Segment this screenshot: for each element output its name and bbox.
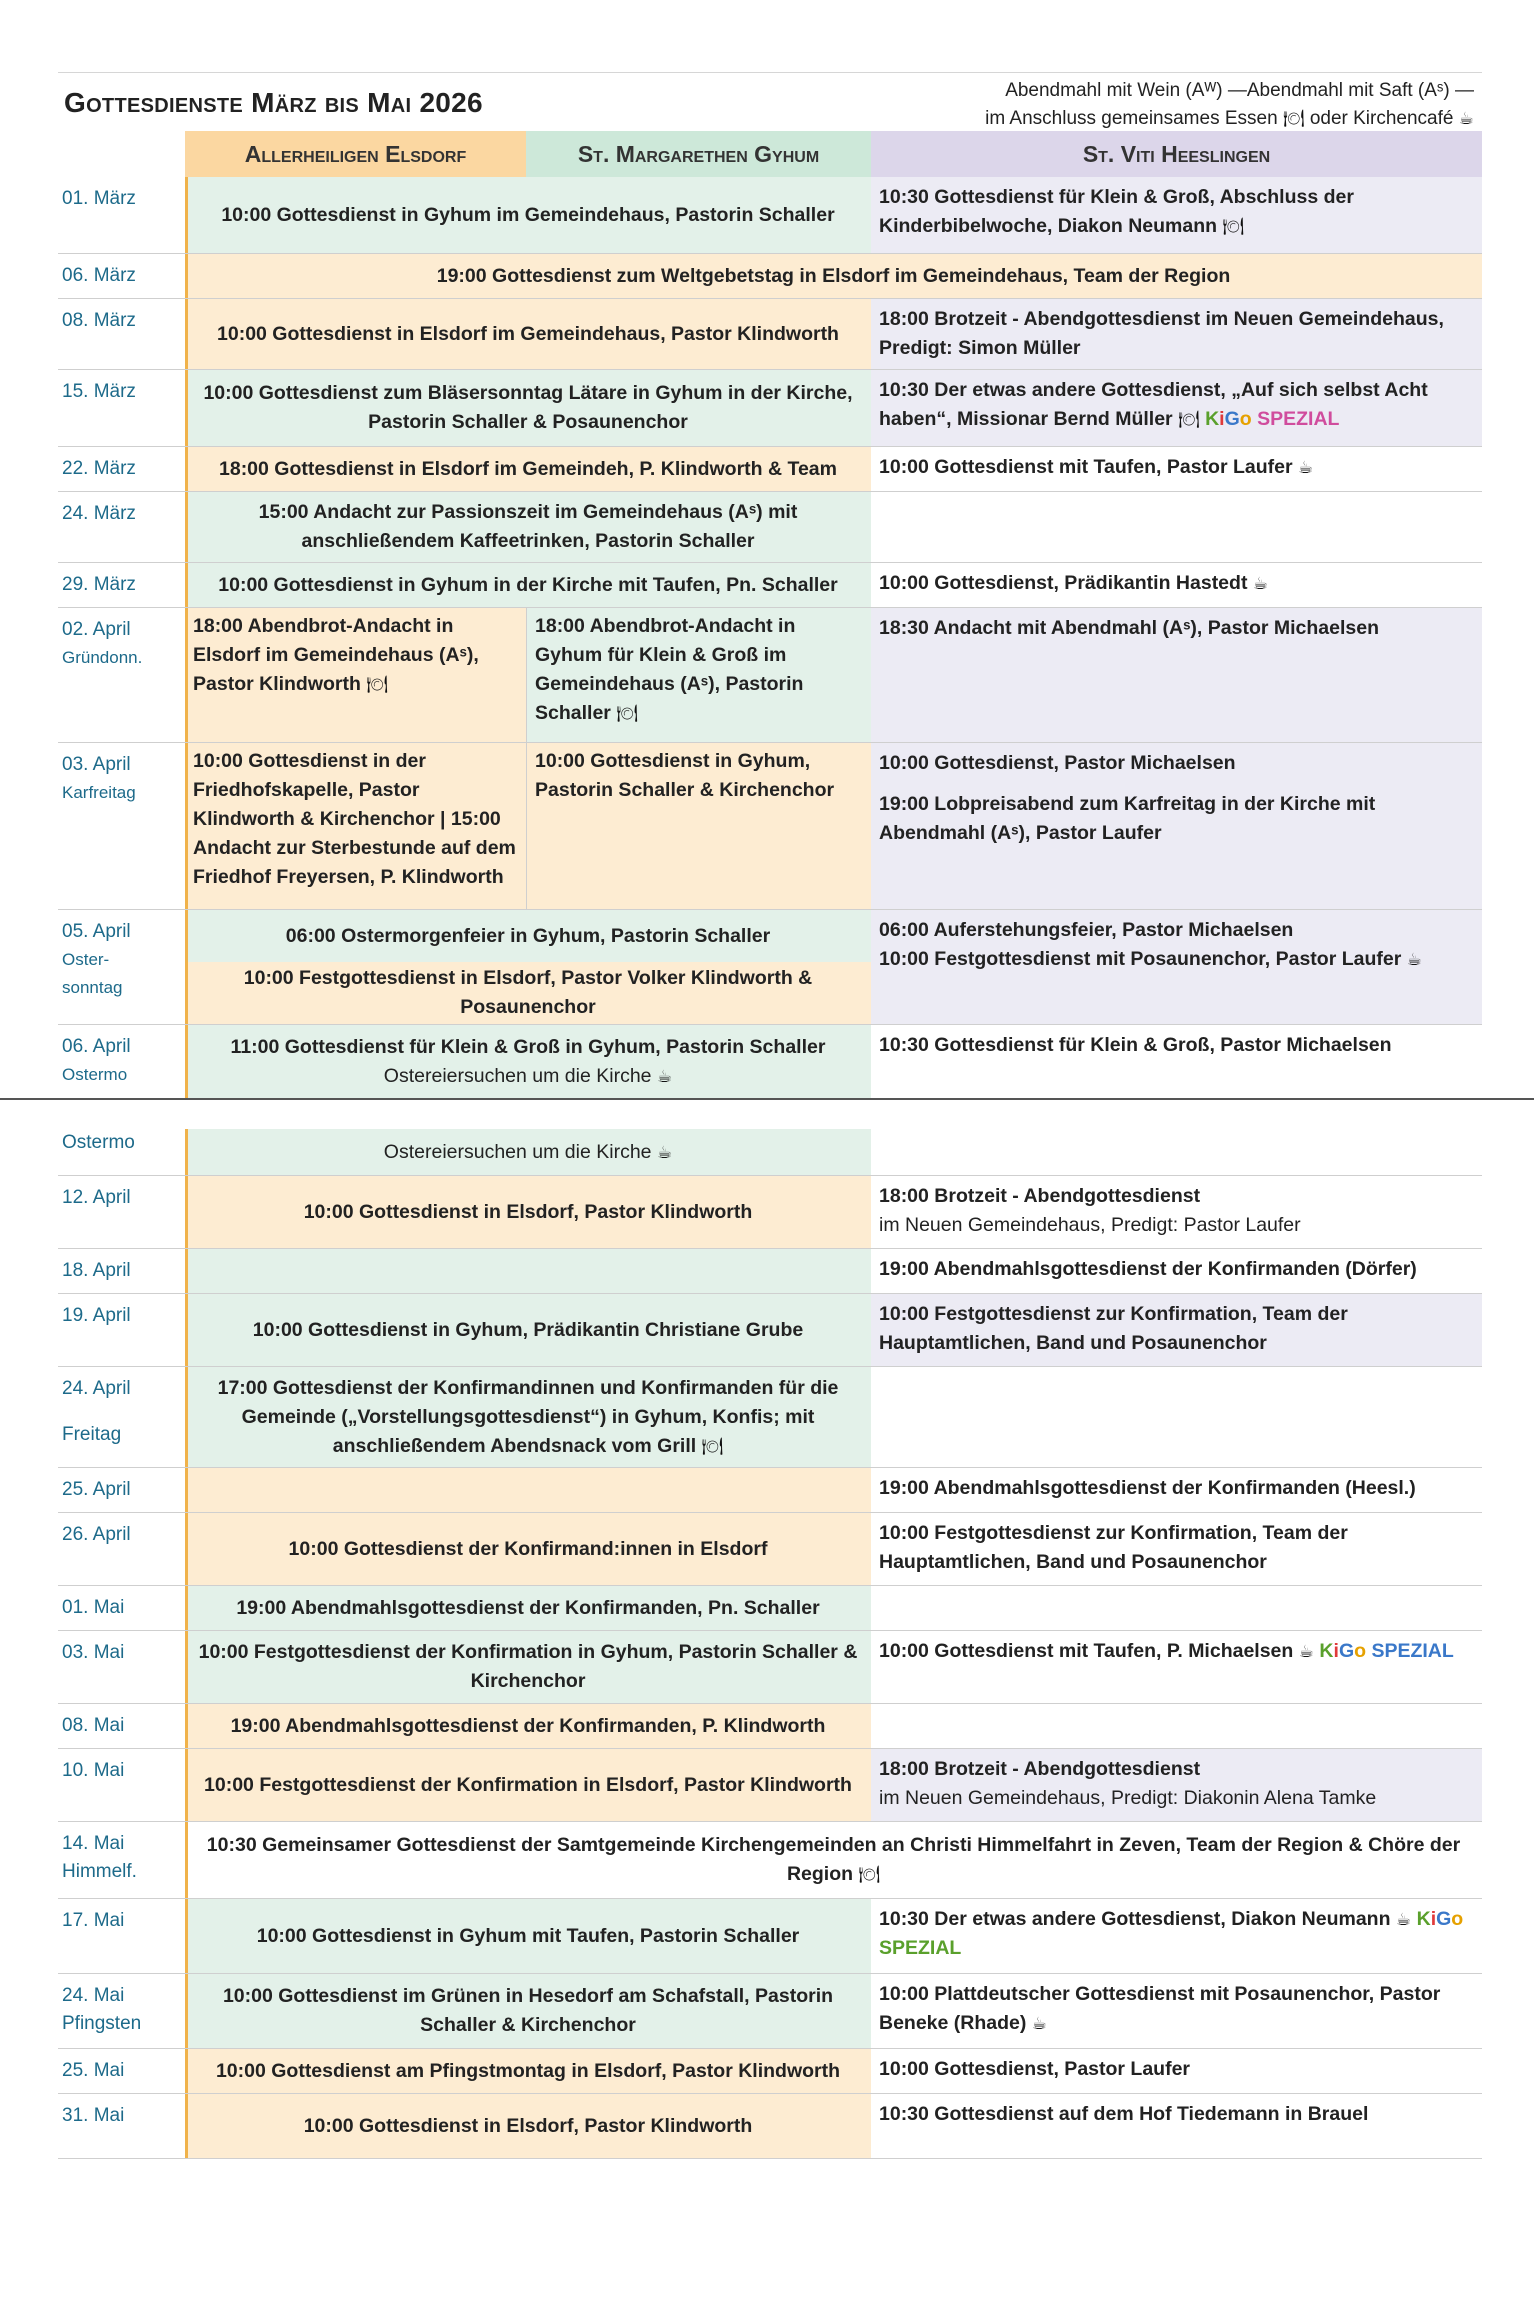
plate-cutlery-icon: 🍽 [1178, 410, 1200, 429]
table-row: 03. April Karfreitag 10:00 Gottesdienst in der Friedhofskapelle, Pastor Klindworth & Kirchenchor | 15:00 Andacht zur Sterbestunde auf dem Friedhof Freyersen, P. Klindworth 10:00 Gottesdienst in Gyhum, Pastorin Schaller & Kirchenchor 10:00 Gottesdienst, Pastor Michaelsen 19:00 Lobpreisabend zum Karfreitag in der Kirche mit Abendmahl (Aˢ), Pastor Laufer [58, 743, 1482, 910]
cell-elsdorf-gyhum: 10:00 Gottesdienst am Pfingstmontag in Elsdorf, Pastor Klindworth [185, 2049, 871, 2093]
coffee-cup-icon: ☕ [1298, 458, 1314, 477]
cell-full: 19:00 Gottesdienst zum Weltgebetstag in Elsdorf im Gemeindehaus, Team der Region [185, 254, 1482, 298]
column-headers [58, 131, 1482, 177]
table-row: 25. April 19:00 Abendmahlsgottesdienst der Konfirmanden (Heesl.) [58, 1468, 1482, 1513]
table-row: 24. März 15:00 Andacht zur Passionszeit im Gemeindehaus (Aˢ) mit anschließendem Kaffeetrinken, Pastorin Schaller [58, 492, 1482, 563]
page-title: Gottesdienste März bis Mai 2026 [64, 87, 483, 118]
cell-elsdorf-gyhum: 19:00 Abendmahlsgottesdienst der Konfirmanden, P. Klindworth [185, 1704, 871, 1748]
cell-full: 10:30 Gemeinsamer Gottesdienst der Samtgemeinde Kirchengemeinden an Christi Himmelfahrt in Zeven, Team der Region & Chöre der Region 🍽 [185, 1822, 1482, 1898]
cell-elsdorf-gyhum: 15:00 Andacht zur Passionszeit im Gemeindehaus (Aˢ) mit anschließendem Kaffeetrinken, Pastorin Schaller [185, 492, 871, 562]
table-row: Ostermo Ostereiersuchen um die Kirche ☕ [58, 1129, 1482, 1176]
cell-elsdorf-gyhum: 10:00 Gottesdienst in Elsdorf, Pastor Klindworth [185, 2094, 871, 2158]
cell-heeslingen: 10:30 Gottesdienst für Klein & Groß, Abschluss der Kinderbibelwoche, Diakon Neumann 🍽 [871, 177, 1482, 253]
coffee-cup-icon: ☕ [1458, 109, 1474, 128]
coffee-cup-icon: ☕ [1252, 574, 1269, 593]
header-gyhum: St. Margarethen Gyhum [526, 131, 871, 177]
table-row: 03. Mai 10:00 Festgottesdienst der Konfirmation in Gyhum, Pastorin Schaller & Kirchenchor 10:00 Gottesdienst mit Taufen, P. Michaelsen ☕ KiGo SPEZIAL [58, 1631, 1482, 1704]
coffee-cup-icon: ☕ [1298, 1642, 1314, 1661]
cell-heeslingen: 10:30 Der etwas andere Gottesdienst, „Auf sich selbst Acht haben“, Missionar Bernd Müller 🍽 KiGo SPEZIAL [871, 370, 1482, 446]
table-row: 24. Mai Pfingsten 10:00 Gottesdienst im Grünen in Hesedorf am Schafstall, Pastorin Schaller & Kirchenchor 10:00 Plattdeutscher Gottesdienst mit Posaunenchor, Pastor Beneke (Rhade) ☕ [58, 1974, 1482, 2049]
cell-heeslingen: 06:00 Auferstehungsfeier, Pastor Michaelsen 10:00 Festgottesdienst mit Posaunenchor, Pastor Laufer ☕ [871, 910, 1482, 1024]
coffee-cup-icon: ☕ [1406, 950, 1422, 969]
table-row: 06. März 19:00 Gottesdienst zum Weltgebetstag in Elsdorf im Gemeindehaus, Team der Region [58, 254, 1482, 299]
cell-elsdorf-gyhum: Ostereiersuchen um die Kirche ☕ [185, 1129, 871, 1175]
table-row: 12. April 10:00 Gottesdienst in Elsdorf, Pastor Klindworth 18:00 Brotzeit - Abendgottesdienst im Neuen Gemeindehaus, Predigt: Pastor Laufer [58, 1176, 1482, 1249]
table-row: 01. März 10:00 Gottesdienst in Gyhum im Gemeindehaus, Pastorin Schaller 10:30 Gottesdienst für Klein & Groß, Abschluss der Kinderbibelwoche, Diakon Neumann 🍽 [58, 177, 1482, 254]
cell-elsdorf-gyhum: 10:00 Gottesdienst zum Bläsersonntag Lätare in Gyhum in der Kirche, Pastorin Schaller & Posaunenchor [185, 370, 871, 446]
kigo-spezial-badge: KiGo SPEZIAL [1319, 1640, 1454, 1662]
table-row: 24. April Freitag 17:00 Gottesdienst der Konfirmandinnen und Konfirmanden für die Gemeinde („Vorstellungsgottesdienst“) in Gyhum, Konfis; mit anschließendem Abendsnack vom Grill 🍽 [58, 1367, 1482, 1468]
table-row: 22. März 18:00 Gottesdienst in Elsdorf im Gemeindeh, P. Klindworth & Team 10:00 Gottesdienst mit Taufen, Pastor Laufer ☕ [58, 447, 1482, 492]
coffee-cup-icon: ☕ [1395, 1910, 1412, 1929]
table-row: 15. März 10:00 Gottesdienst zum Bläsersonntag Lätare in Gyhum in der Kirche, Pastorin Schaller & Posaunenchor 10:30 Der etwas andere Gottesdienst, „Auf sich selbst Acht haben“, Missionar Bernd Müller 🍽 KiGo SPEZIAL [58, 370, 1482, 447]
plate-cutlery-icon: 🍽 [1282, 109, 1305, 128]
coffee-cup-icon: ☕ [1031, 2014, 1048, 2033]
cell-elsdorf-gyhum: 10:00 Gottesdienst in Gyhum mit Taufen, Pastorin Schaller [185, 1899, 871, 1973]
table-row: 01. Mai 19:00 Abendmahlsgottesdienst der Konfirmanden, Pn. Schaller [58, 1586, 1482, 1631]
table-row: 02. April Gründonn. 18:00 Abendbrot-Andacht in Elsdorf im Gemeindehaus (Aˢ), Pastor Klindworth 🍽 18:00 Abendbrot-Andacht in Gyhum für Klein & Groß im Gemeindehaus (Aˢ), Pastorin Schaller 🍽 18:30 Andacht mit Abendmahl (Aˢ), Pastor Michaelsen [58, 608, 1482, 743]
table-row: 06. April Ostermo 11:00 Gottesdienst für Klein & Groß in Gyhum, Pastorin Schaller Ostereiersuchen um die Kirche ☕ 10:30 Gottesdienst für Klein & Groß, Pastor Michaelsen [58, 1025, 1482, 1099]
header-bar [58, 72, 1482, 131]
cell-heeslingen: 10:00 Gottesdienst, Pastor Michaelsen 19:00 Lobpreisabend zum Karfreitag in der Kirche mit Abendmahl (Aˢ), Pastor Laufer [871, 743, 1482, 909]
cell-elsdorf-gyhum: 17:00 Gottesdienst der Konfirmandinnen und Konfirmanden für die Gemeinde („Vorstellungsgottesdienst“) in Gyhum, Konfis; mit anschließendem Abendsnack vom Grill 🍽 [185, 1367, 871, 1467]
cell-heeslingen [871, 1704, 1482, 1748]
cell-elsdorf-gyhum: 10:00 Gottesdienst im Grünen in Hesedorf am Schafstall, Pastorin Schaller & Kirchenchor [185, 1974, 871, 2048]
cell-elsdorf-gyhum: 10:00 Gottesdienst der Konfirmand:innen in Elsdorf [185, 1513, 871, 1585]
cell-heeslingen: 10:30 Gottesdienst für Klein & Groß, Pastor Michaelsen [871, 1025, 1482, 1099]
table-row: 10. Mai 10:00 Festgottesdienst der Konfirmation in Elsdorf, Pastor Klindworth 18:00 Brotzeit - Abendgottesdienst im Neuen Gemeindehaus, Predigt: Diakonin Alena Tamke [58, 1749, 1482, 1822]
cell-heeslingen: 10:00 Gottesdienst, Prädikantin Hastedt ☕ [871, 563, 1482, 607]
coffee-cup-icon: ☕ [656, 1142, 673, 1162]
cell-heeslingen: 18:00 Brotzeit - Abendgottesdienst im Neuen Gemeindehaus, Predigt: Pastor Laufer [871, 1176, 1482, 1248]
cell-elsdorf-gyhum: 10:00 Festgottesdienst der Konfirmation in Elsdorf, Pastor Klindworth [185, 1749, 871, 1821]
table-row: 29. März 10:00 Gottesdienst in Gyhum in der Kirche mit Taufen, Pn. Schaller 10:00 Gottesdienst, Prädikantin Hastedt ☕ [58, 563, 1482, 608]
table-row: 08. März 10:00 Gottesdienst in Elsdorf im Gemeindehaus, Pastor Klindworth 18:00 Brotzeit - Abendgottesdienst im Neuen Gemeindehaus, Predigt: Simon Müller [58, 299, 1482, 370]
table-row: 05. April Oster- sonntag 06:00 Ostermorgenfeier in Gyhum, Pastorin Schaller 10:00 Festgottesdienst in Elsdorf, Pastor Volker Klindworth & Posaunenchor 06:00 Auferstehungsfeier, Pastor Michaelsen 10:00 Festgottesdienst mit Posaunenchor, Pastor Laufer ☕ [58, 910, 1482, 1025]
table-row: 26. April 10:00 Gottesdienst der Konfirmand:innen in Elsdorf 10:00 Festgottesdienst zur Konfirmation, Team der Hauptamtlichen, Band und Posaunenchor [58, 1513, 1482, 1586]
cell-elsdorf-gyhum: 10:00 Gottesdienst in Gyhum in der Kirche mit Taufen, Pn. Schaller [185, 563, 871, 607]
schedule-sheet [58, 72, 1482, 2159]
cell-heeslingen: 10:00 Gottesdienst mit Taufen, Pastor Laufer ☕ [871, 447, 1482, 491]
cell-heeslingen [871, 1367, 1482, 1467]
cell-elsdorf-gyhum: 10:00 Gottesdienst in Gyhum, Prädikantin Christiane Grube [185, 1294, 871, 1366]
kigo-spezial-badge: KiGo SPEZIAL [879, 1908, 1464, 1959]
cell-heeslingen: 10:00 Gottesdienst, Pastor Laufer [871, 2049, 1482, 2093]
cell-elsdorf-gyhum: 10:00 Gottesdienst in Gyhum im Gemeindehaus, Pastorin Schaller [185, 177, 871, 253]
cell-heeslingen [871, 492, 1482, 562]
cell-elsdorf-gyhum: 10:00 Gottesdienst in Elsdorf im Gemeindehaus, Pastor Klindworth [185, 299, 871, 369]
cell-heeslingen: 10:00 Festgottesdienst zur Konfirmation, Team der Hauptamtlichen, Band und Posaunenchor [871, 1294, 1482, 1366]
cell-heeslingen: 19:00 Abendmahlsgottesdienst der Konfirmanden (Heesl.) [871, 1468, 1482, 1512]
cell-heeslingen: 19:00 Abendmahlsgottesdienst der Konfirmanden (Dörfer) [871, 1249, 1482, 1293]
cell-heeslingen: 10:30 Gottesdienst auf dem Hof Tiedemann in Brauel [871, 2094, 1482, 2158]
cell-heeslingen: 18:00 Brotzeit - Abendgottesdienst im Neuen Gemeindehaus, Predigt: Simon Müller [871, 299, 1482, 369]
plate-cutlery-icon: 🍽 [1222, 217, 1245, 236]
table-row: 17. Mai 10:00 Gottesdienst in Gyhum mit Taufen, Pastorin Schaller 10:30 Der etwas andere Gottesdienst, Diakon Neumann ☕ KiGo SPEZIAL [58, 1899, 1482, 1974]
cell-elsdorf-gyhum: 10:00 Festgottesdienst der Konfirmation in Gyhum, Pastorin Schaller & Kirchenchor [185, 1631, 871, 1703]
table-row: 18. April 19:00 Abendmahlsgottesdienst der Konfirmanden (Dörfer) [58, 1249, 1482, 1294]
coffee-cup-icon: ☕ [656, 1067, 673, 1086]
cell-elsdorf: 18:00 Abendbrot-Andacht in Elsdorf im Gemeindehaus (Aˢ), Pastor Klindworth 🍽 [185, 608, 526, 742]
table-row: 14. Mai Himmelf. 10:30 Gemeinsamer Gottesdienst der Samtgemeinde Kirchengemeinden an Christi Himmelfahrt in Zeven, Team der Region & Chöre der Region 🍽 [58, 1822, 1482, 1899]
table-row: 31. Mai 10:00 Gottesdienst in Elsdorf, Pastor Klindworth 10:30 Gottesdienst auf dem Hof Tiedemann in Brauel [58, 2094, 1482, 2159]
page-cut-line [0, 1098, 1534, 1100]
plate-cutlery-icon: 🍽 [858, 1865, 881, 1884]
cell-heeslingen: 10:00 Plattdeutscher Gottesdienst mit Posaunenchor, Pastor Beneke (Rhade) ☕ [871, 1974, 1482, 2048]
cell-elsdorf-gyhum [185, 1249, 871, 1293]
page-break [58, 1099, 1482, 1129]
plate-cutlery-icon: 🍽 [616, 704, 638, 723]
cell-heeslingen: 10:00 Gottesdienst mit Taufen, P. Michaelsen ☕ KiGo SPEZIAL [871, 1631, 1482, 1703]
kigo-spezial-badge: KiGo SPEZIAL [1205, 408, 1340, 430]
table-row: 08. Mai 19:00 Abendmahlsgottesdienst der Konfirmanden, P. Klindworth [58, 1704, 1482, 1749]
cell-heeslingen: 10:30 Der etwas andere Gottesdienst, Diakon Neumann ☕ KiGo SPEZIAL [871, 1899, 1482, 1973]
table-row: 25. Mai 10:00 Gottesdienst am Pfingstmontag in Elsdorf, Pastor Klindworth 10:00 Gottesdienst, Pastor Laufer [58, 2049, 1482, 2094]
legend [985, 77, 1474, 133]
cell-elsdorf-easter: 10:00 Festgottesdienst in Elsdorf, Pastor Volker Klindworth & Posaunenchor [185, 962, 871, 1024]
cell-elsdorf: 10:00 Gottesdienst in der Friedhofskapelle, Pastor Klindworth & Kirchenchor | 15:00 Andacht zur Sterbestunde auf dem Friedhof Freyersen, P. Klindworth [185, 743, 526, 909]
cell-heeslingen: 18:30 Andacht mit Abendmahl (Aˢ), Pastor Michaelsen [871, 608, 1482, 742]
table-row: 19. April 10:00 Gottesdienst in Gyhum, Prädikantin Christiane Grube 10:00 Festgottesdienst zur Konfirmation, Team der Hauptamtlichen, Band und Posaunenchor [58, 1294, 1482, 1367]
cell-elsdorf-gyhum: 18:00 Gottesdienst in Elsdorf im Gemeindeh, P. Klindworth & Team [185, 447, 871, 491]
cell-heeslingen [871, 1586, 1482, 1630]
header-heeslingen: St. Viti Heeslingen [871, 131, 1482, 177]
legend-line-1: Abendmahl mit Wein (Aᵂ) —Abendmahl mit Saft (Aˢ) — [1005, 80, 1474, 101]
cell-elsdorf-gyhum: 11:00 Gottesdienst für Klein & Groß in Gyhum, Pastorin Schaller Ostereiersuchen um die Kirche ☕ [185, 1025, 871, 1099]
cell-gyhum: 10:00 Gottesdienst in Gyhum, Pastorin Schaller & Kirchenchor [526, 743, 871, 909]
cell-elsdorf-gyhum: 10:00 Gottesdienst in Elsdorf, Pastor Klindworth [185, 1176, 871, 1248]
schedule-table [58, 177, 1482, 2159]
cell-elsdorf-gyhum: 19:00 Abendmahlsgottesdienst der Konfirmanden, Pn. Schaller [185, 1586, 871, 1630]
cell-heeslingen [871, 1129, 1482, 1175]
cell-gyhum-easter: 06:00 Ostermorgenfeier in Gyhum, Pastorin Schaller [185, 910, 871, 962]
cell-gyhum: 18:00 Abendbrot-Andacht in Gyhum für Klein & Groß im Gemeindehaus (Aˢ), Pastorin Schaller 🍽 [526, 608, 871, 742]
plate-cutlery-icon: 🍽 [701, 1436, 724, 1456]
legend-line-2: im Anschluss gemeinsames Essen 🍽 oder Kirchencafé ☕ [985, 108, 1474, 129]
header-elsdorf: Allerheiligen Elsdorf [185, 131, 526, 177]
cell-heeslingen: 10:00 Festgottesdienst zur Konfirmation, Team der Hauptamtlichen, Band und Posaunenchor [871, 1513, 1482, 1585]
cell-elsdorf-gyhum [185, 1468, 871, 1512]
cell-heeslingen: 18:00 Brotzeit - Abendgottesdienst im Neuen Gemeindehaus, Predigt: Diakonin Alena Tamke [871, 1749, 1482, 1821]
plate-cutlery-icon: 🍽 [366, 675, 388, 694]
